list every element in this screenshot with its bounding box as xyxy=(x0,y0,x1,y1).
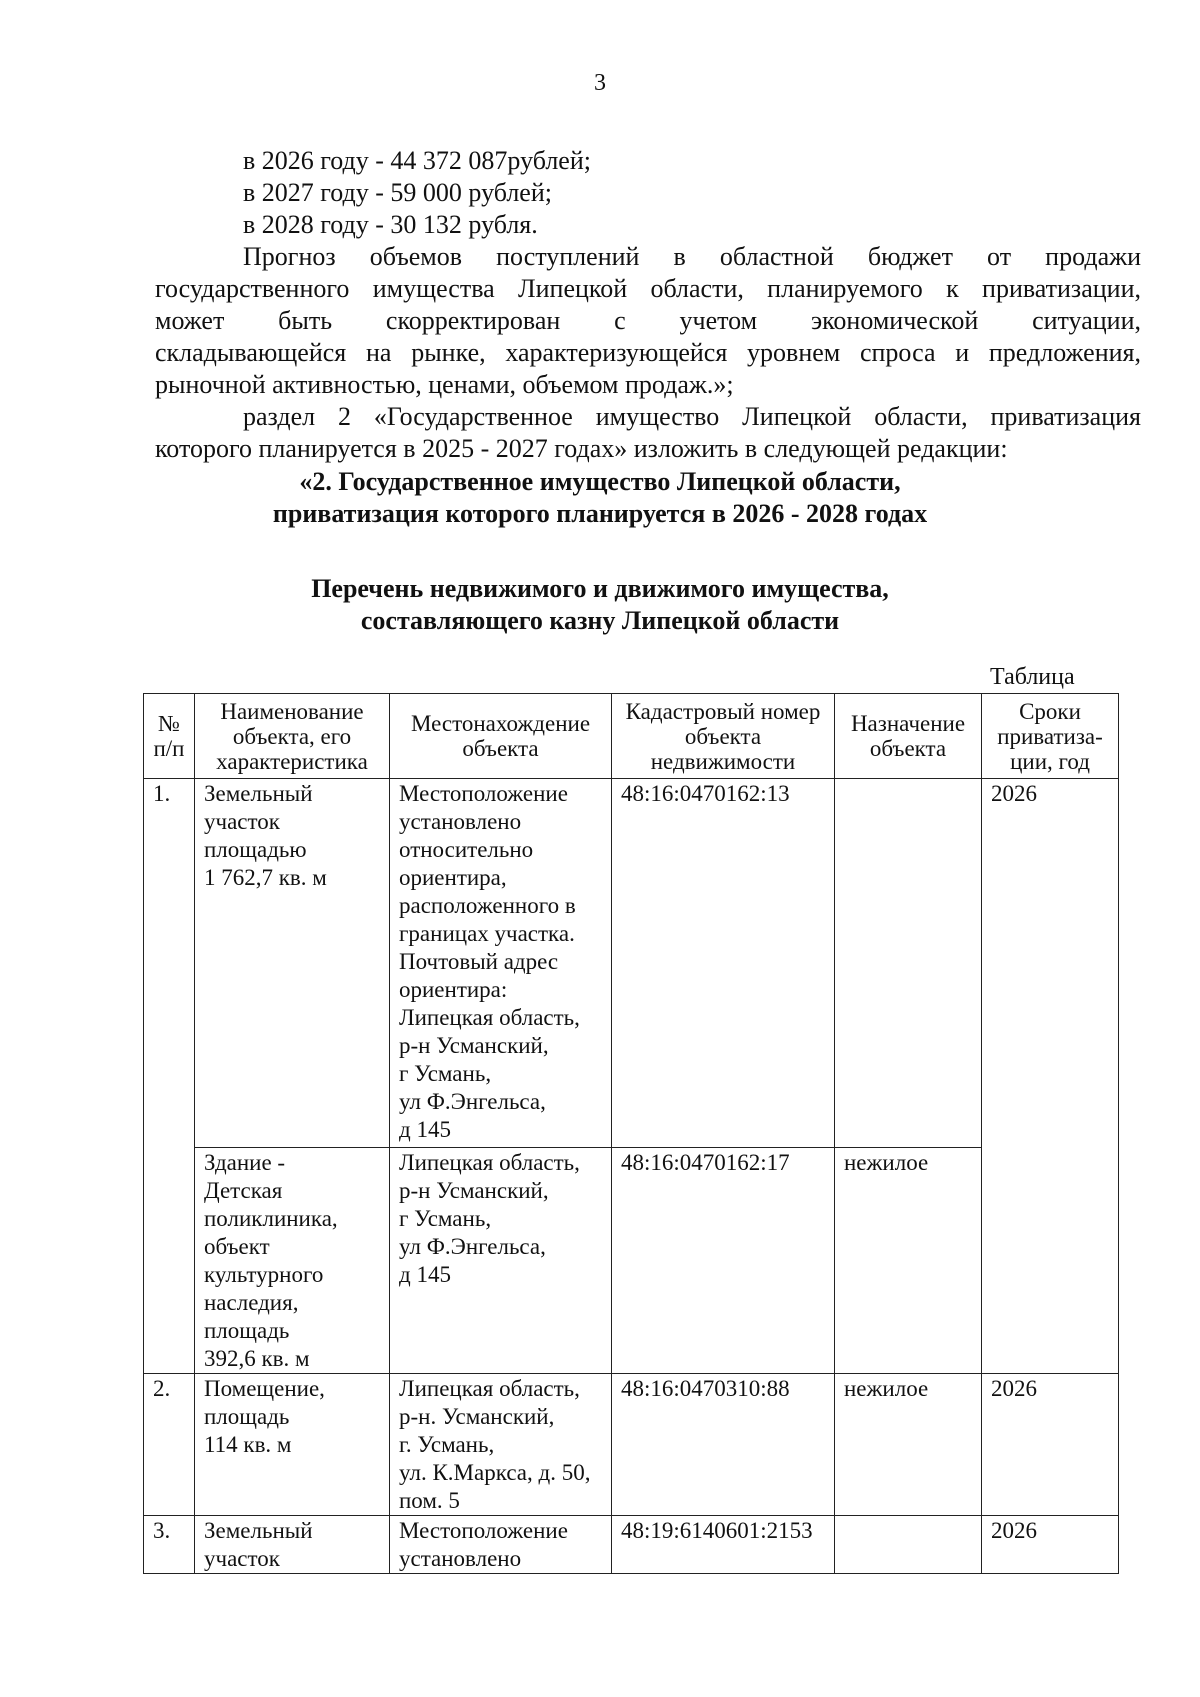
row-purpose: нежилое xyxy=(835,1374,982,1516)
row-name: Земельный участок площадью 1 762,7 кв. м xyxy=(195,779,390,1148)
table-row xyxy=(144,1148,1119,1374)
row-name: Земельный участок xyxy=(195,1516,390,1574)
row-num: 2. xyxy=(144,1374,195,1516)
header-cadastral: Кадастровый номер объекта недвижимости xyxy=(612,694,835,779)
forecast-line: может быть скорректирован с учетом экономической ситуации, xyxy=(155,306,1141,335)
row-term: 2026 xyxy=(982,779,1119,1374)
row-cadastral: 48:16:0470162:17 xyxy=(612,1148,835,1374)
forecast-line: складывающейся на рынке, характеризующейся уровнем спроса и предложения, xyxy=(155,338,1141,367)
budget-line-2027: в 2027 году - 59 000 рублей; xyxy=(243,178,552,207)
row-location: Местоположение установлено xyxy=(390,1516,612,1574)
forecast-line: Прогноз объемов поступлений в областной бюджет от продажи xyxy=(243,242,1141,271)
table-row xyxy=(144,1516,1119,1574)
row-num: 1. xyxy=(144,779,195,1374)
row-location: Липецкая область, р-н Усманский, г Усмань, ул Ф.Энгельса, д 145 xyxy=(390,1148,612,1374)
row-num: 3. xyxy=(144,1516,195,1574)
row-name: Помещение, площадь 114 кв. м xyxy=(195,1374,390,1516)
row-term: 2026 xyxy=(982,1516,1119,1574)
list-title: Перечень недвижимого и движимого имущества, xyxy=(311,574,889,603)
row-name: Здание - Детская поликлиника, объект культурного наследия, площадь 392,6 кв. м xyxy=(195,1148,390,1374)
table-header-row xyxy=(144,694,1119,779)
row-location: Липецкая область, р-н. Усманский, г. Усмань, ул. К.Маркса, д. 50, пом. 5 xyxy=(390,1374,612,1516)
table-row xyxy=(144,779,1119,1148)
section-title: приватизация которого планируется в 2026 - 2028 годах xyxy=(272,499,928,528)
row-term: 2026 xyxy=(982,1374,1119,1516)
header-purpose: Назначение объекта xyxy=(835,694,982,779)
section-amend-line: которого планируется в 2025 - 2027 годах» изложить в следующей редакции: xyxy=(155,434,1008,463)
header-location: Местонахождение объекта xyxy=(390,694,612,779)
forecast-line: государственного имущества Липецкой области, планируемого к приватизации, xyxy=(155,274,1141,303)
row-cadastral: 48:16:0470162:13 xyxy=(612,779,835,1148)
forecast-line: рыночной активностью, ценами, объемом продаж.»; xyxy=(155,370,734,399)
section-amend-line: раздел 2 «Государственное имущество Липецкой области, приватизация xyxy=(243,402,1141,431)
header-num: № п/п xyxy=(144,694,195,779)
table-label: Таблица xyxy=(990,664,1075,690)
property-table xyxy=(143,693,1119,1574)
row-purpose xyxy=(835,1516,982,1574)
row-purpose: нежилое xyxy=(835,1148,982,1374)
budget-line-2028: в 2028 году - 30 132 рубля. xyxy=(243,210,538,239)
row-cadastral: 48:19:6140601:2153 xyxy=(612,1516,835,1574)
table-row xyxy=(144,1374,1119,1516)
budget-line-2026: в 2026 году - 44 372 087рублей; xyxy=(243,146,591,175)
row-cadastral: 48:16:0470310:88 xyxy=(612,1374,835,1516)
header-term: Сроки приватиза-ции, год xyxy=(982,694,1119,779)
row-location: Местоположение установлено относительно ориентира, расположенного в границах участка. Почтовый адрес ориентира: Липецкая область, р-н Усманский, г Усмань, ул Ф.Энгельса, д 145 xyxy=(390,779,612,1148)
section-title: «2. Государственное имущество Липецкой области, xyxy=(299,467,901,496)
list-title: составляющего казну Липецкой области xyxy=(360,606,840,635)
row-purpose xyxy=(835,779,982,1148)
header-name: Наименование объекта, его характеристика xyxy=(195,694,390,779)
page-number: 3 xyxy=(594,70,606,96)
